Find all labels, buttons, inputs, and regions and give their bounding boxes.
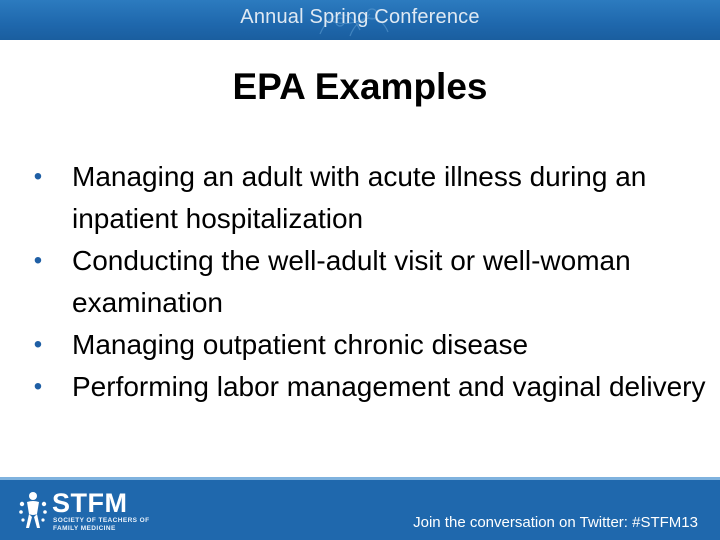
bullet-text: Managing an adult with acute illness during an inpatient hospitalization (72, 161, 647, 234)
bullet-item (28, 156, 708, 240)
bullet-text: Conducting the well-adult visit or well-woman examination (72, 245, 631, 318)
bullet-item (28, 366, 708, 408)
top-banner (0, 0, 720, 40)
bullet-item (28, 240, 708, 324)
logo-subtitle-line2: FAMILY MEDICINE (53, 525, 116, 532)
stfm-figure-logo-icon (18, 490, 48, 532)
logo-name: STFM (52, 488, 128, 518)
slide-title: EPA Examples (232, 66, 488, 107)
conference-title: Annual Spring Conference (240, 6, 480, 28)
bullet-item (28, 324, 708, 366)
bullet-text: Performing labor management and vaginal delivery (72, 371, 706, 402)
logo-subtitle-line1: SOCIETY OF TEACHERS OF (53, 517, 150, 524)
stfm-logo (18, 488, 158, 534)
bullet-text: Managing outpatient chronic disease (72, 329, 529, 360)
bullet-marker: • (33, 247, 43, 274)
bullet-marker: • (33, 373, 43, 400)
bullet-list (28, 156, 708, 408)
bullet-marker: • (33, 163, 43, 190)
bullet-marker: • (33, 331, 43, 358)
twitter-hashtag-text: Join the conversation on Twitter: #STFM13 (413, 514, 698, 531)
